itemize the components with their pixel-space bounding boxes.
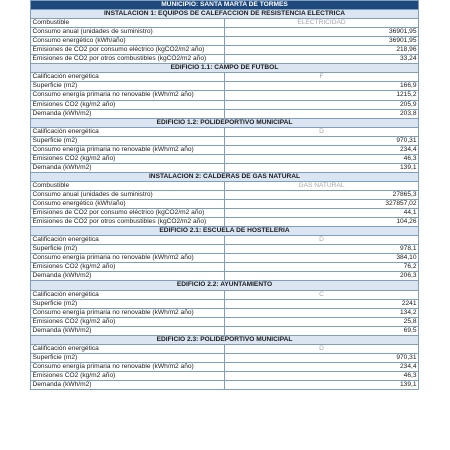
row-label: Calificación energética bbox=[31, 127, 225, 136]
table-row bbox=[31, 236, 419, 245]
table-row bbox=[31, 254, 419, 263]
row-label: Consumo anual (unidades de suministro) bbox=[31, 190, 225, 199]
row-label: Consumo energético (kWh/año) bbox=[31, 200, 225, 209]
row-value: 970,31 bbox=[225, 353, 419, 362]
section-title: INSTALACIÓN 2: CALDERAS DE GAS NATURAL bbox=[31, 172, 419, 181]
row-label: Emisiones CO2 (kg/m2 año) bbox=[31, 263, 225, 272]
municipality-row bbox=[31, 1, 419, 10]
row-label: Consumo energético (kWh/año) bbox=[31, 37, 225, 46]
table-row bbox=[31, 163, 419, 172]
table-row bbox=[31, 308, 419, 317]
row-value: D bbox=[225, 236, 419, 245]
section-title: INSTALACIÓN 1: EQUIPOS DE CALEFACCIÓN DE RESISTENCIA ELÉCTRICA bbox=[31, 10, 419, 19]
row-label: Superficie (m2) bbox=[31, 82, 225, 91]
row-value: 46,3 bbox=[225, 371, 419, 380]
row-value: 25,8 bbox=[225, 317, 419, 326]
section-header-row bbox=[31, 64, 419, 73]
row-label: Emisiones CO2 (kg/m2 año) bbox=[31, 154, 225, 163]
table-row bbox=[31, 209, 419, 218]
table-row bbox=[31, 263, 419, 272]
row-label: Emisiones de CO2 por consumo eléctrico (kgCO2/m2 año) bbox=[31, 46, 225, 55]
section-title: EDIFICIO 1.2: POLIDEPORTIVO MUNICIPAL bbox=[31, 118, 419, 127]
row-label: Demanda (kWh/m2) bbox=[31, 380, 225, 389]
row-label: Consumo anual (unidades de suministro) bbox=[31, 28, 225, 37]
row-label: Demanda (kWh/m2) bbox=[31, 326, 225, 335]
row-value: 218,96 bbox=[225, 46, 419, 55]
table-row bbox=[31, 46, 419, 55]
row-label: Consumo energía primaria no renovable (kWh/m2 año) bbox=[31, 145, 225, 154]
table-row bbox=[31, 362, 419, 371]
row-value: 206,3 bbox=[225, 272, 419, 281]
row-label: Emisiones de CO2 por consumo eléctrico (kgCO2/m2 año) bbox=[31, 209, 225, 218]
row-value: 234,4 bbox=[225, 362, 419, 371]
row-value: 139,1 bbox=[225, 380, 419, 389]
section-header-row bbox=[31, 227, 419, 236]
row-label: Emisiones CO2 (kg/m2 año) bbox=[31, 317, 225, 326]
row-value: 33,24 bbox=[225, 55, 419, 64]
section-title: EDIFICIO 1.1: CAMPO DE FÚTBOL bbox=[31, 64, 419, 73]
table-row bbox=[31, 181, 419, 190]
row-label: Superficie (m2) bbox=[31, 353, 225, 362]
table-row bbox=[31, 353, 419, 362]
section-header-row bbox=[31, 118, 419, 127]
row-label: Demanda (kWh/m2) bbox=[31, 163, 225, 172]
row-value: 2241 bbox=[225, 299, 419, 308]
row-value: 978,1 bbox=[225, 245, 419, 254]
section-title: EDIFICIO 2.2: AYUNTAMIENTO bbox=[31, 281, 419, 290]
row-value: 44,1 bbox=[225, 209, 419, 218]
table-row bbox=[31, 154, 419, 163]
row-label: Emisiones de CO2 por otros combustibles (kgCO2/m2 año) bbox=[31, 218, 225, 227]
row-label: Consumo energía primaria no renovable (kWh/m2 año) bbox=[31, 308, 225, 317]
row-label: Emisiones CO2 (kg/m2 año) bbox=[31, 100, 225, 109]
table-row bbox=[31, 200, 419, 209]
table-row bbox=[31, 145, 419, 154]
table-row bbox=[31, 82, 419, 91]
section-title: EDIFICIO 2.3: POLIDEPORTIVO MUNICIPAL bbox=[31, 335, 419, 344]
energy-table-body bbox=[31, 1, 419, 390]
row-label: Emisiones CO2 (kg/m2 año) bbox=[31, 371, 225, 380]
section-header-row bbox=[31, 172, 419, 181]
section-header-row bbox=[31, 281, 419, 290]
table-row bbox=[31, 290, 419, 299]
section-title: EDIFICIO 2.1: ESCUELA DE HOSTELERIA bbox=[31, 227, 419, 236]
row-value: 104,26 bbox=[225, 218, 419, 227]
row-value: 327857,02 bbox=[225, 200, 419, 209]
table-row bbox=[31, 55, 419, 64]
row-label: Combustible bbox=[31, 19, 225, 28]
row-label: Demanda (kWh/m2) bbox=[31, 109, 225, 118]
table-row bbox=[31, 136, 419, 145]
table-row bbox=[31, 127, 419, 136]
row-label: Combustible bbox=[31, 181, 225, 190]
table-row bbox=[31, 37, 419, 46]
table-row bbox=[31, 100, 419, 109]
row-label: Demanda (kWh/m2) bbox=[31, 272, 225, 281]
row-value: 69,5 bbox=[225, 326, 419, 335]
row-value: 234,4 bbox=[225, 145, 419, 154]
row-value: GAS NATURAL bbox=[225, 181, 419, 190]
row-label: Calificación energética bbox=[31, 73, 225, 82]
table-row bbox=[31, 344, 419, 353]
table-row bbox=[31, 91, 419, 100]
row-value: 1215,2 bbox=[225, 91, 419, 100]
row-value: 134,2 bbox=[225, 308, 419, 317]
row-value: C bbox=[225, 290, 419, 299]
row-label: Consumo energía primaria no renovable (kWh/m2 año) bbox=[31, 254, 225, 263]
energy-report-sheet bbox=[30, 0, 419, 390]
row-value: 139,1 bbox=[225, 163, 419, 172]
section-header-row bbox=[31, 335, 419, 344]
table-row bbox=[31, 245, 419, 254]
row-value: 46,3 bbox=[225, 154, 419, 163]
municipality-title: MUNICIPIO: SANTA MARTA DE TORMES bbox=[31, 1, 419, 10]
row-value: D bbox=[225, 344, 419, 353]
row-value: 970,31 bbox=[225, 136, 419, 145]
row-value: F bbox=[225, 73, 419, 82]
row-value: 166,9 bbox=[225, 82, 419, 91]
row-value: 205,9 bbox=[225, 100, 419, 109]
table-row bbox=[31, 380, 419, 389]
row-label: Calificación energética bbox=[31, 344, 225, 353]
row-label: Calificación energética bbox=[31, 236, 225, 245]
table-row bbox=[31, 326, 419, 335]
table-row bbox=[31, 19, 419, 28]
row-value: 27865,3 bbox=[225, 190, 419, 199]
row-value: 384,10 bbox=[225, 254, 419, 263]
row-value: 76,2 bbox=[225, 263, 419, 272]
row-label: Superficie (m2) bbox=[31, 245, 225, 254]
table-row bbox=[31, 218, 419, 227]
table-row bbox=[31, 28, 419, 37]
row-value: 36901,95 bbox=[225, 28, 419, 37]
table-row bbox=[31, 317, 419, 326]
table-row bbox=[31, 190, 419, 199]
row-value: ELECTRICIDAD bbox=[225, 19, 419, 28]
row-label: Calificación energética bbox=[31, 290, 225, 299]
row-label: Consumo energía primaria no renovable (kWh/m2 año) bbox=[31, 362, 225, 371]
row-value: 36901,95 bbox=[225, 37, 419, 46]
energy-table bbox=[30, 0, 419, 390]
table-row bbox=[31, 109, 419, 118]
table-row bbox=[31, 299, 419, 308]
row-value: 203,8 bbox=[225, 109, 419, 118]
section-header-row bbox=[31, 10, 419, 19]
table-row bbox=[31, 73, 419, 82]
row-label: Consumo energía primaria no renovable (kWh/m2 año) bbox=[31, 91, 225, 100]
row-value: D bbox=[225, 127, 419, 136]
table-row bbox=[31, 272, 419, 281]
row-label: Superficie (m2) bbox=[31, 136, 225, 145]
row-label: Superficie (m2) bbox=[31, 299, 225, 308]
row-label: Emisiones de CO2 por otros combustibles (kgCO2/m2 año) bbox=[31, 55, 225, 64]
table-row bbox=[31, 371, 419, 380]
